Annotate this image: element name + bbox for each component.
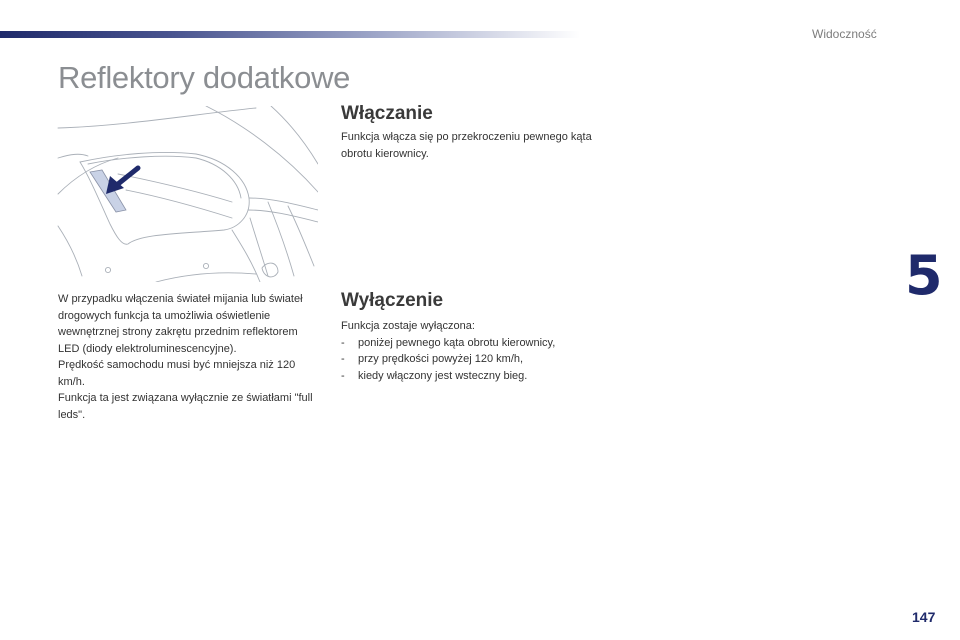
description-paragraph-2: Prędkość samochodu musi być mniejsza niż 120 km/h. [58, 359, 296, 388]
switch-on-text: Funkcja włącza się po przekroczeniu pewnego kąta obrotu kierownicy. [341, 131, 592, 160]
switch-off-block [341, 318, 641, 384]
switch-off-intro: Funkcja zostaje wyłączona: [341, 320, 475, 332]
description-text [58, 291, 318, 423]
page-number: 147 [912, 609, 936, 625]
chapter-number: 5 [905, 244, 943, 307]
description-paragraph-3: Funkcja ta jest związana wyłącznie ze światłami "full leds". [58, 392, 313, 421]
section-label: Widoczność [812, 27, 877, 41]
list-item: - kiedy włączony jest wsteczny bieg. [341, 368, 641, 385]
switch-off-list [341, 335, 641, 385]
list-item: - przy prędkości powyżej 120 km/h, [341, 351, 641, 368]
heading-switch-on: Włączanie [341, 103, 433, 124]
list-item: - poniżej pewnego kąta obrotu kierownicy, [341, 335, 641, 352]
headlight-illustration [56, 106, 318, 282]
page-title: Reflektory dodatkowe [58, 60, 351, 95]
heading-switch-off: Wyłączenie [341, 290, 444, 311]
description-paragraph-1: W przypadku włączenia świateł mijania lub świateł drogowych funkcja ta umożliwia oświetlenie wewnętrznej strony zakrętu przednim reflektorem LED (diody elektroluminescencyjne). [58, 293, 303, 355]
arrow-pointer-icon [104, 168, 138, 194]
header-gradient-bar [0, 31, 580, 38]
